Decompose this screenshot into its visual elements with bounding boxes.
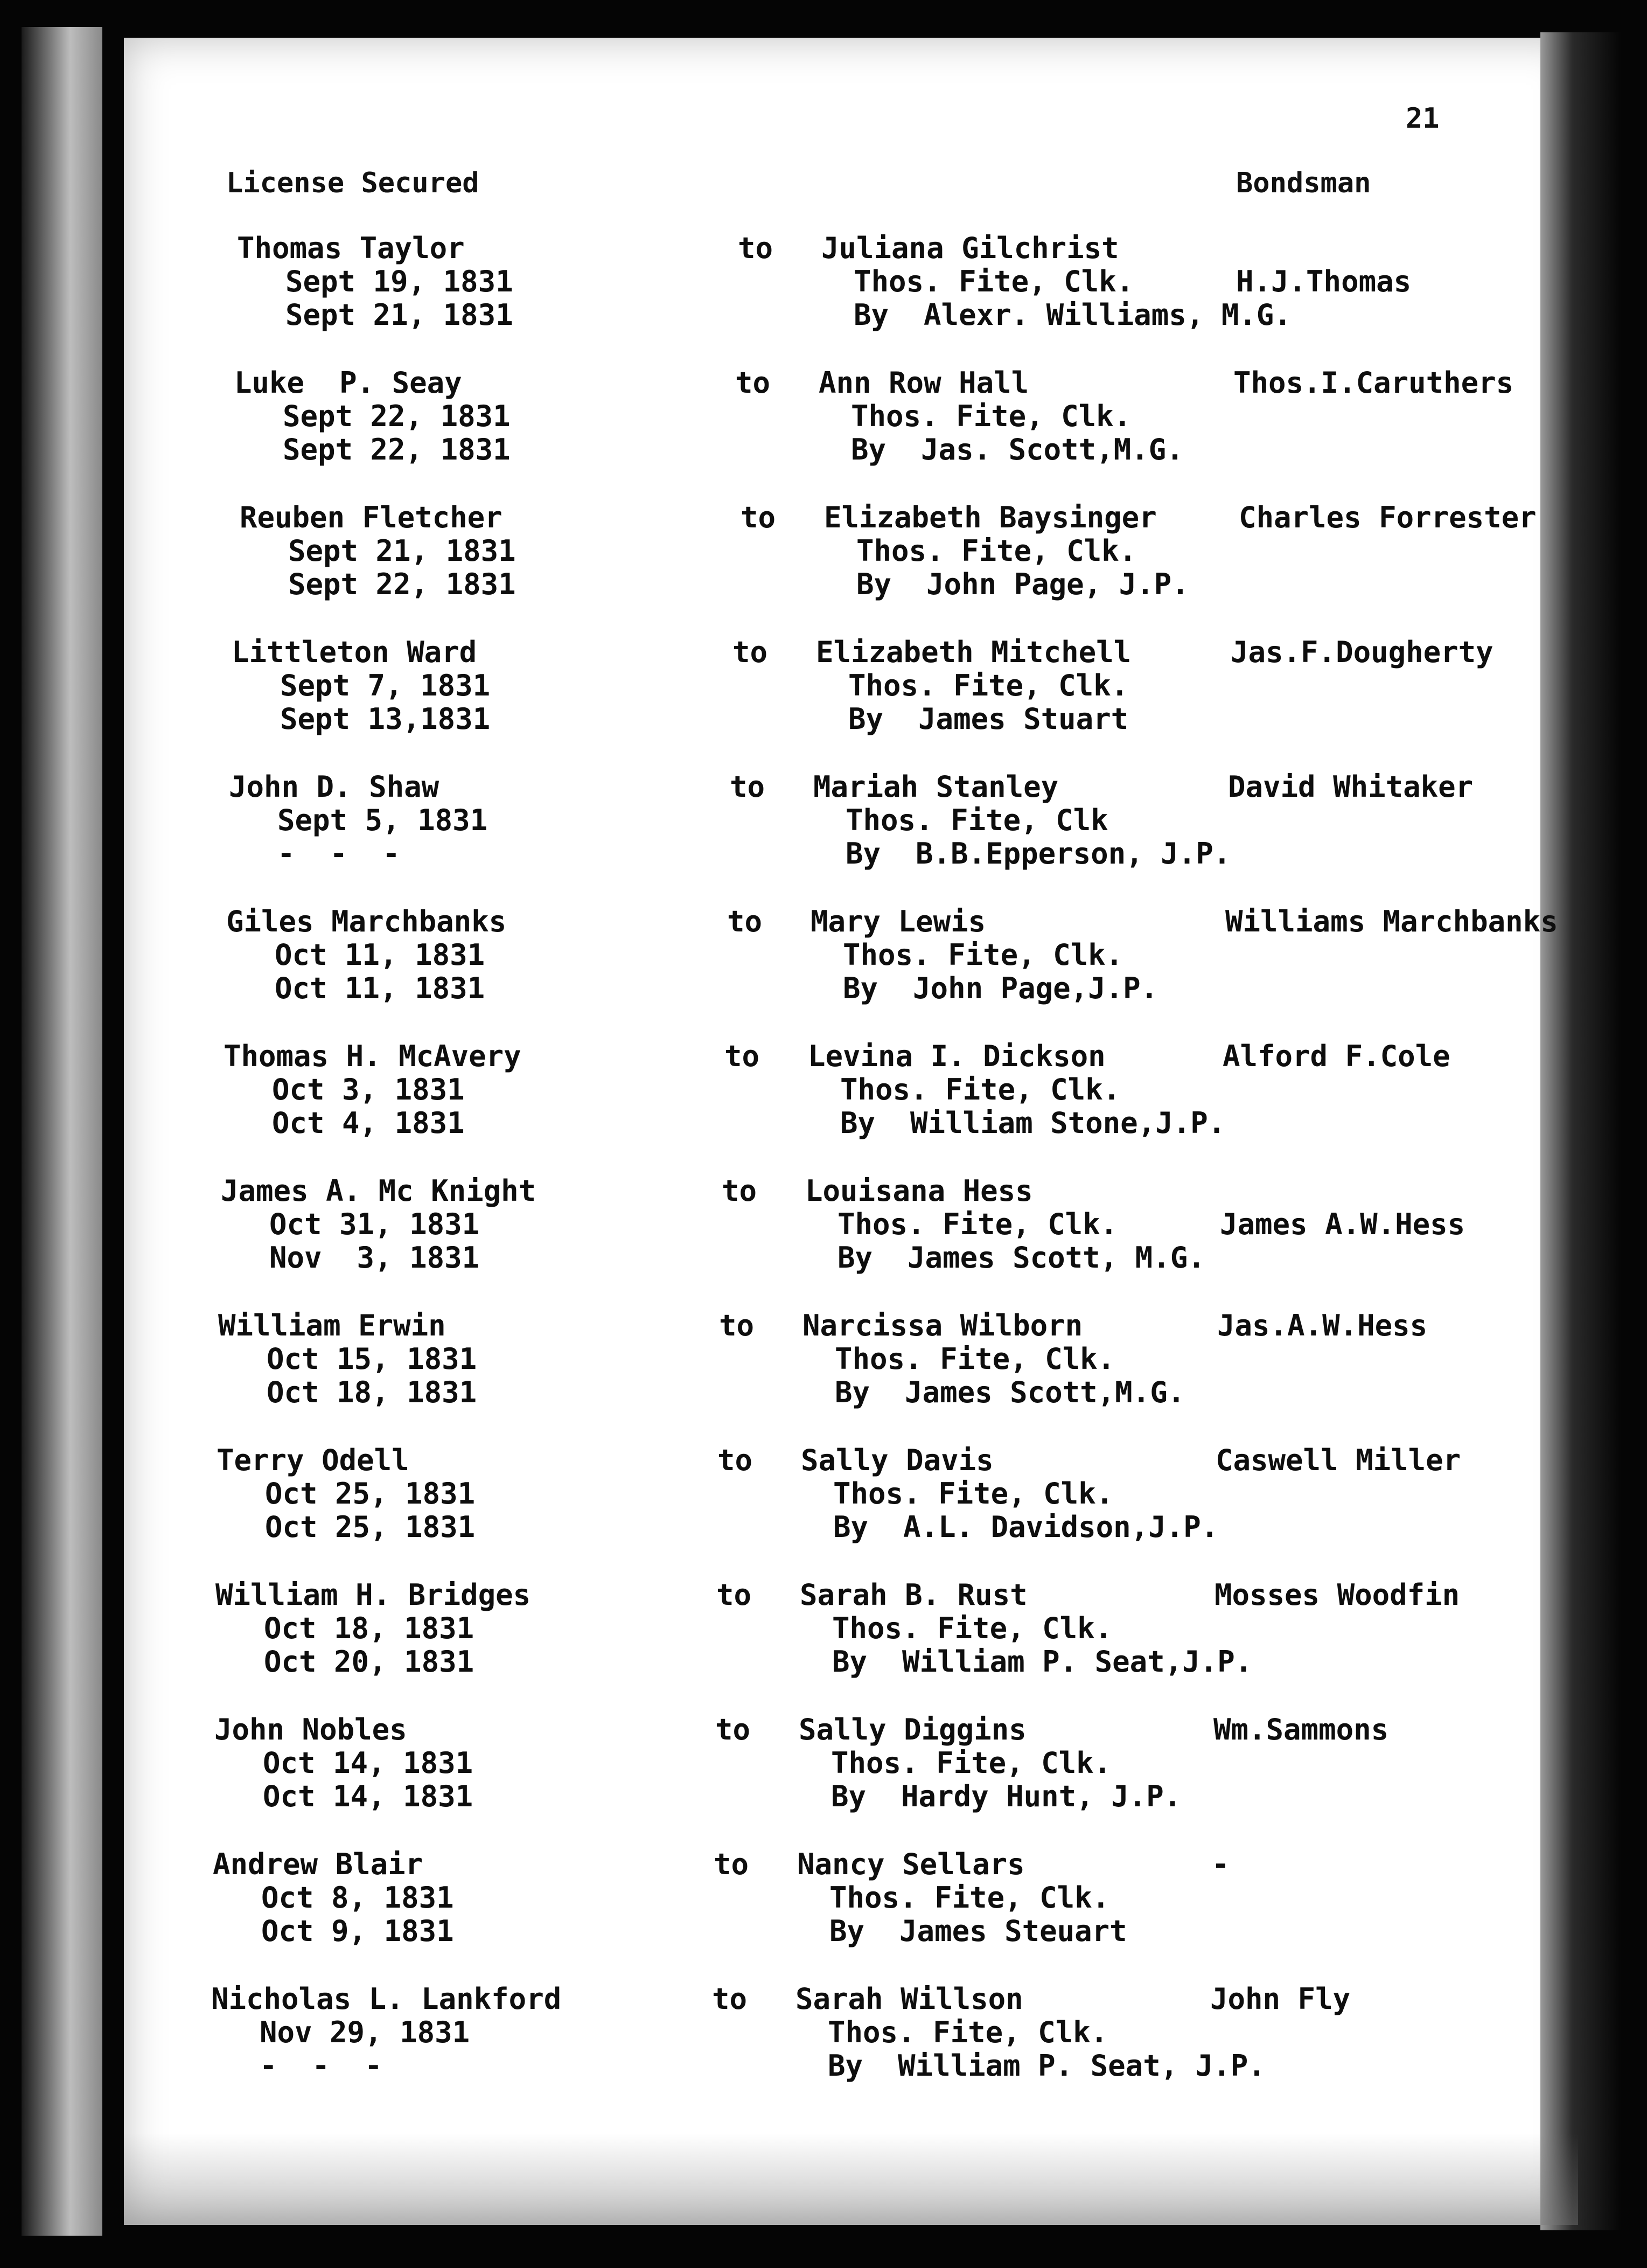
groom-block: [214, 1713, 473, 1813]
officiant-line: By James Steuart: [829, 1914, 1127, 1948]
officiant-line: By William Stone,J.P.: [840, 1106, 1226, 1140]
officiant-line: By A.L. Davidson,J.P.: [833, 1510, 1219, 1544]
groom-block: [229, 770, 487, 871]
groom-name: Giles Marchbanks: [226, 905, 507, 938]
bride-name: Elizabeth Mitchell: [816, 635, 1132, 669]
to-connector: to: [738, 231, 773, 265]
groom-name: John D. Shaw: [229, 770, 439, 804]
bondsman-name: Mosses Woodfin: [1215, 1578, 1460, 1612]
license-date: Oct 11, 1831: [275, 938, 485, 972]
to-connector: to: [727, 905, 763, 938]
to-connector: to: [719, 1309, 755, 1342]
groom-block: [217, 1444, 475, 1544]
bondsman-name: Thos.I.Caruthers: [1233, 366, 1514, 400]
marriage-date: Sept 21, 1831: [285, 298, 513, 332]
groom-name: William H. Bridges: [215, 1578, 531, 1612]
clerk-line: Thos. Fite, Clk.: [838, 1207, 1118, 1241]
bondsman-name: Caswell Miller: [1216, 1443, 1461, 1477]
license-date: Nov 29, 1831: [260, 2015, 470, 2049]
license-date: Oct 31, 1831: [269, 1207, 480, 1241]
groom-block: [213, 1848, 454, 1948]
bride-name: Sarah B. Rust: [800, 1578, 1028, 1612]
marriage-date: Oct 25, 1831: [265, 1510, 476, 1544]
groom-name: William Erwin: [218, 1309, 446, 1342]
record-entry: [0, 1713, 1647, 1848]
clerk-line: Thos. Fite, Clk.: [832, 1611, 1113, 1645]
marriage-date: Sept 22, 1831: [283, 433, 511, 467]
record-entry: [0, 501, 1647, 636]
officiant-line: By Alexr. Williams, M.G.: [854, 298, 1292, 332]
record-entry: [0, 1040, 1647, 1174]
clerk-line: Thos. Fite, Clk.: [851, 399, 1132, 433]
bride-block: [824, 501, 1189, 601]
groom-name: John Nobles: [214, 1713, 407, 1747]
bondsman-name: Jas.A.W.Hess: [1217, 1309, 1428, 1342]
bondsman-name: David Whitaker: [1228, 770, 1474, 804]
record-entry: [0, 1578, 1647, 1713]
to-connector: to: [715, 1713, 751, 1747]
license-date: Oct 25, 1831: [265, 1477, 476, 1511]
column-header-bondsman: Bondsman: [1236, 167, 1371, 199]
marriage-date: Oct 9, 1831: [261, 1914, 454, 1948]
bride-name: Ann Row Hall: [819, 366, 1029, 400]
groom-block: [221, 1174, 536, 1275]
marriage-date: Oct 18, 1831: [267, 1375, 477, 1409]
license-date: Sept 5, 1831: [277, 803, 488, 837]
bride-name: Narcissa Wilborn: [802, 1309, 1083, 1342]
groom-block: [215, 1578, 531, 1679]
officiant-line: By Hardy Hunt, J.P.: [831, 1779, 1182, 1813]
clerk-line: Thos. Fite, Clk.: [835, 1342, 1115, 1376]
officiant-line: By James Stuart: [848, 702, 1129, 736]
bride-block: [797, 1848, 1127, 1948]
officiant-line: By William P. Seat,J.P.: [832, 1645, 1253, 1679]
marriage-date: Oct 20, 1831: [264, 1645, 474, 1679]
to-connector: to: [730, 770, 765, 804]
bondsman-name: Williams Marchbanks: [1225, 905, 1558, 938]
license-date: Oct 3, 1831: [272, 1073, 465, 1107]
clerk-line: Thos. Fite, Clk.: [843, 938, 1123, 972]
groom-block: [240, 501, 516, 601]
bride-name: Louisana Hess: [805, 1174, 1033, 1208]
officiant-line: By B.B.Epperson, J.P.: [846, 837, 1231, 871]
officiant-line: By Jas. Scott,M.G.: [851, 433, 1184, 467]
record-entry: [0, 1444, 1647, 1578]
groom-name: Reuben Fletcher: [240, 500, 503, 534]
groom-block: [234, 366, 511, 467]
groom-block: [237, 232, 513, 332]
groom-name: Nicholas L. Lankford: [211, 1982, 562, 2016]
license-date: Oct 15, 1831: [267, 1342, 477, 1376]
clerk-line: Thos. Fite, Clk.: [828, 2015, 1108, 2049]
record-entry: [0, 636, 1647, 770]
bondsman-name: Alford F.Cole: [1223, 1039, 1450, 1073]
bride-name: Sally Diggins: [799, 1713, 1027, 1747]
record-entry: [0, 770, 1647, 905]
marriage-date: Nov 3, 1831: [269, 1241, 480, 1275]
groom-name: Thomas H. McAvery: [224, 1039, 521, 1073]
bride-block: [799, 1713, 1181, 1813]
bride-block: [816, 636, 1131, 736]
record-entry: [0, 905, 1647, 1040]
groom-name: Littleton Ward: [232, 635, 477, 669]
groom-block: [211, 1982, 561, 2083]
bride-block: [801, 1444, 1218, 1544]
clerk-line: Thos. Fite, Clk.: [854, 265, 1134, 298]
bride-block: [811, 905, 1158, 1005]
bride-name: Levina I. Dickson: [808, 1039, 1106, 1073]
bride-name: Nancy Sellars: [797, 1847, 1025, 1881]
bride-name: Sarah Willson: [795, 1982, 1023, 2016]
marriage-date: Oct 14, 1831: [263, 1779, 473, 1813]
clerk-line: Thos. Fite, Clk.: [829, 1881, 1110, 1915]
record-entry: [0, 1309, 1647, 1444]
groom-name: James A. Mc Knight: [221, 1174, 536, 1208]
to-connector: to: [741, 500, 776, 534]
clerk-line: Thos. Fite, Clk.: [848, 669, 1129, 702]
groom-block: [224, 1040, 521, 1140]
bride-block: [795, 1982, 1266, 2083]
license-date: Oct 14, 1831: [263, 1746, 473, 1780]
groom-block: [232, 636, 490, 736]
bondsman-name: Jas.F.Dougherty: [1231, 635, 1494, 669]
bride-block: [802, 1309, 1185, 1409]
license-date: Sept 21, 1831: [288, 534, 516, 568]
to-connector: to: [712, 1982, 748, 2016]
bride-name: Mariah Stanley: [813, 770, 1059, 804]
groom-name: Luke P. Seay: [234, 366, 462, 400]
record-entry: [0, 366, 1647, 501]
groom-name: Thomas Taylor: [237, 231, 465, 265]
clerk-line: Thos. Fite, Clk.: [856, 534, 1137, 568]
marriage-date: Sept 13,1831: [280, 702, 491, 736]
bride-name: Mary Lewis: [811, 905, 986, 938]
license-date: Sept 7, 1831: [280, 669, 491, 702]
groom-block: [226, 905, 506, 1005]
license-date: Sept 22, 1831: [283, 399, 511, 433]
marriage-date: - - -: [260, 2049, 382, 2083]
marriage-date: Oct 11, 1831: [275, 971, 485, 1005]
bondsman-name: James A.W.Hess: [1220, 1207, 1465, 1241]
officiant-line: By James Scott, M.G.: [838, 1241, 1205, 1275]
clerk-line: Thos. Fite, Clk: [846, 803, 1108, 837]
bondsman-name: H.J.Thomas: [1236, 265, 1412, 298]
clerk-line: Thos. Fite, Clk.: [831, 1746, 1112, 1780]
groom-name: Terry Odell: [217, 1443, 409, 1477]
bride-block: [800, 1578, 1252, 1679]
to-connector: to: [717, 1443, 753, 1477]
bondsman-name: Charles Forrester: [1239, 500, 1537, 534]
to-connector: to: [714, 1847, 749, 1881]
to-connector: to: [722, 1174, 757, 1208]
bride-name: Juliana Gilchrist: [821, 231, 1119, 265]
officiant-line: By James Scott,M.G.: [835, 1375, 1185, 1409]
page-bottom-shadow: [124, 2133, 1578, 2225]
page-number: 21: [1406, 102, 1440, 135]
officiant-line: By John Page, J.P.: [856, 567, 1189, 601]
bride-name: Elizabeth Baysinger: [824, 500, 1157, 534]
bride-block: [808, 1040, 1225, 1140]
license-date: Oct 8, 1831: [261, 1881, 454, 1915]
marriage-date: Oct 4, 1831: [272, 1106, 465, 1140]
bride-block: [819, 366, 1184, 467]
record-entry: [0, 1848, 1647, 1982]
officiant-line: By William P. Seat, J.P.: [828, 2049, 1266, 2083]
bride-block: [821, 232, 1292, 332]
groom-name: Andrew Blair: [213, 1847, 423, 1881]
to-connector: to: [724, 1039, 760, 1073]
clerk-line: Thos. Fite, Clk.: [840, 1073, 1121, 1107]
column-header-license: License Secured: [226, 167, 479, 199]
license-date: Oct 18, 1831: [264, 1611, 474, 1645]
marriage-date: - - -: [277, 837, 400, 871]
clerk-line: Thos. Fite, Clk.: [833, 1477, 1114, 1511]
record-entry: [0, 232, 1647, 366]
bride-name: Sally Davis: [801, 1443, 994, 1477]
marriage-date: Sept 22, 1831: [288, 567, 516, 601]
officiant-line: By John Page,J.P.: [843, 971, 1159, 1005]
to-connector: to: [735, 366, 771, 400]
marriage-record-list: [0, 232, 1647, 2117]
bondsman-name: -: [1212, 1847, 1230, 1881]
record-entry: [0, 1982, 1647, 2117]
bondsman-name: John Fly: [1210, 1982, 1351, 2016]
bride-block: [805, 1174, 1205, 1275]
to-connector: to: [716, 1578, 752, 1612]
bride-block: [813, 770, 1231, 871]
license-date: Sept 19, 1831: [285, 265, 513, 298]
to-connector: to: [732, 635, 768, 669]
bondsman-name: Wm.Sammons: [1213, 1713, 1389, 1747]
groom-block: [218, 1309, 477, 1409]
record-entry: [0, 1174, 1647, 1309]
